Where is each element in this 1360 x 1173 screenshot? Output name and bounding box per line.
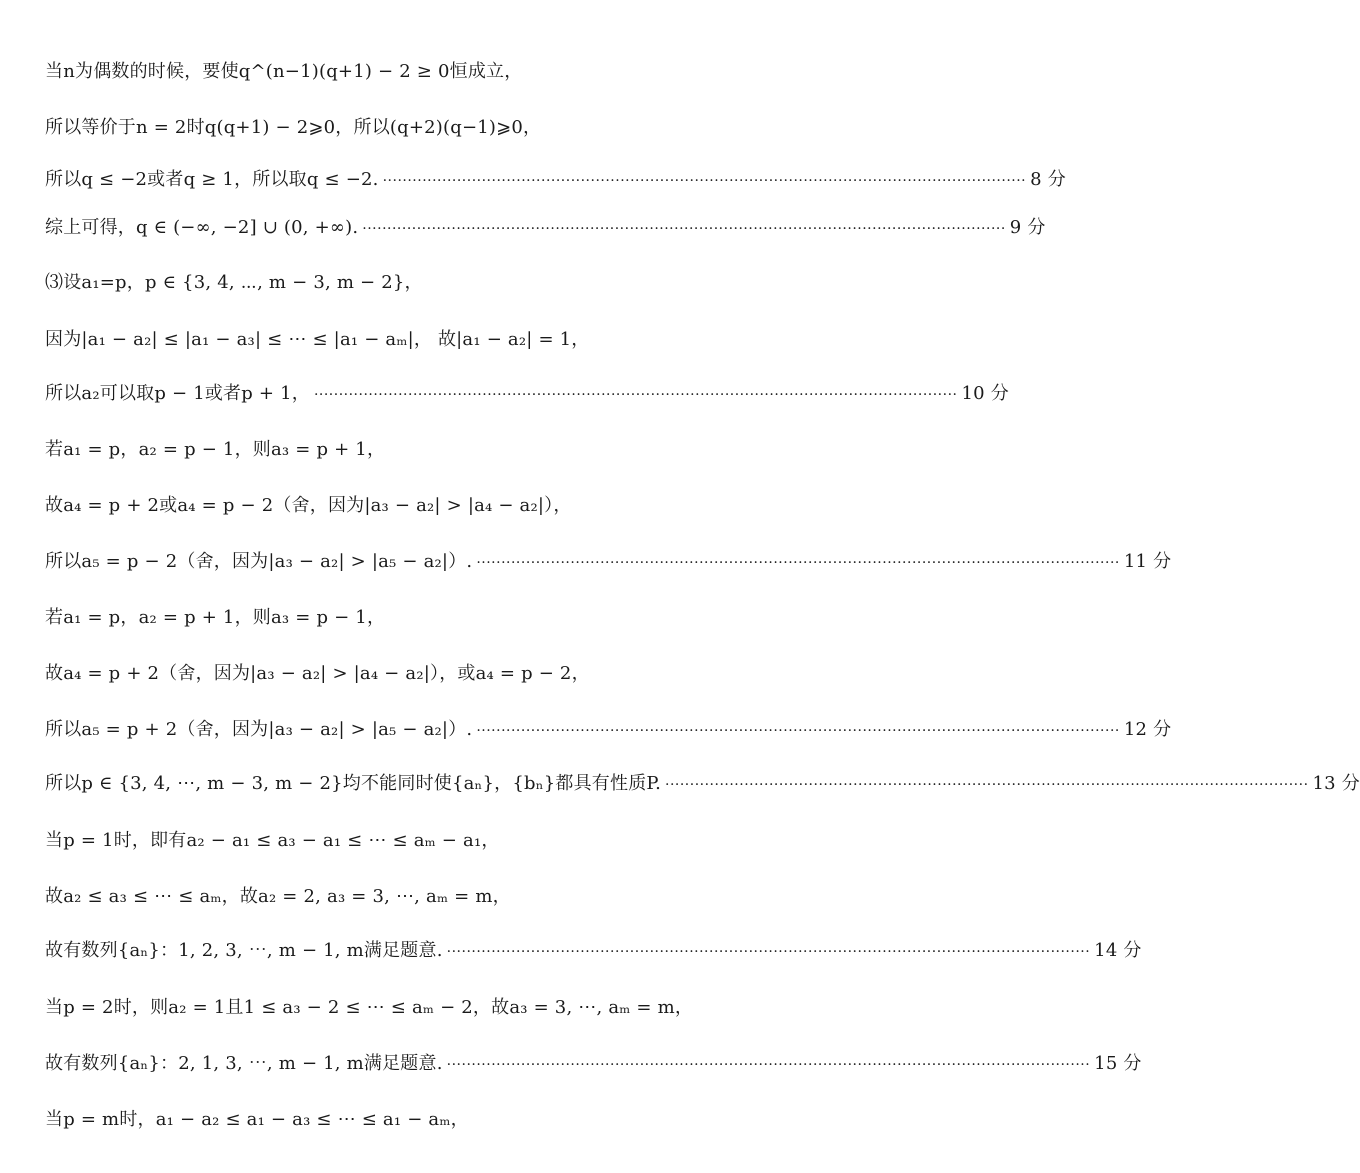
score-mark: 14 分 <box>1094 940 1142 961</box>
solution-line-scored <box>45 710 1172 750</box>
solution-line-scored <box>45 764 1360 804</box>
solution-line <box>45 486 770 526</box>
line-text: 综上可得，q ∈ (−∞, −2] ∪ (0, +∞). <box>45 217 359 238</box>
score-mark: 10 分 <box>961 383 1009 404</box>
solution-line <box>45 263 770 303</box>
dot-leader: ·································································································································· <box>476 555 1120 571</box>
line-text: 所以等价于n = 2时q(q+1) − 2⩾0，所以(q+2)(q−1)⩾0， <box>45 117 542 138</box>
solution-line-scored <box>45 931 1142 971</box>
line-text: 所以a₅ = p − 2（舍，因为|a₃ − a₂| > |a₅ − a₂|）. <box>45 551 473 572</box>
line-text: 当p = m时，a₁ − a₂ ≤ a₁ − a₃ ≤ ⋯ ≤ a₁ − aₘ， <box>45 1109 469 1130</box>
solution-line <box>45 1100 770 1140</box>
dot-leader: ·································································································································· <box>446 1057 1091 1073</box>
solution-line <box>45 821 770 861</box>
solution-line <box>45 430 770 470</box>
solution-line <box>45 52 770 92</box>
score-mark: 15 分 <box>1094 1053 1142 1074</box>
line-text: 故有数列{aₙ}：1, 2, 3, ⋯, m − 1, m满足题意. <box>45 940 443 961</box>
score-mark: 13 分 <box>1312 773 1360 794</box>
score-mark: 11 分 <box>1123 551 1172 572</box>
solution-line <box>45 988 770 1028</box>
solution-line <box>45 320 770 360</box>
line-text: 当p = 1时，即有a₂ − a₁ ≤ a₃ − a₁ ≤ ⋯ ≤ aₘ − a₁， <box>45 830 500 851</box>
dot-leader: ·································································································································· <box>382 173 1027 189</box>
line-text: 故a₄ = p + 2（舍，因为|a₃ − a₂| > |a₄ − a₂|），或a₄ = p − 2， <box>45 663 590 684</box>
line-text: 若a₁ = p，a₂ = p − 1，则a₃ = p + 1， <box>45 439 386 460</box>
score-mark: 9 分 <box>1009 217 1046 238</box>
solution-line-scored <box>45 160 1066 200</box>
line-text: 所以p ∈ {3, 4, ⋯, m − 3, m − 2}均不能同时使{aₙ}，{bₙ}都具有性质P. <box>45 773 661 794</box>
score-mark: 8 分 <box>1030 169 1066 190</box>
solution-line-scored <box>45 208 1046 248</box>
line-text: 故a₂ ≤ a₃ ≤ ⋯ ≤ aₘ，故a₂ = 2, a₃ = 3, ⋯, aₘ = m， <box>45 886 511 907</box>
line-text: 所以a₂可以取p − 1或者p + 1， <box>45 383 310 404</box>
line-text: 因为|a₁ − a₂| ≤ |a₁ − a₃| ≤ ⋯ ≤ |a₁ − aₘ|， 故|a₁ − a₂| = 1， <box>45 329 590 350</box>
dot-leader: ·································································································································· <box>313 387 958 403</box>
score-mark: 12 分 <box>1123 719 1172 740</box>
solution-line-scored <box>45 374 1009 414</box>
dot-leader: ·································································································································· <box>362 221 1006 237</box>
dot-leader: ·································································································································· <box>476 723 1120 739</box>
line-text: 故有数列{aₙ}：2, 1, 3, ⋯, m − 1, m满足题意. <box>45 1053 443 1074</box>
line-text: 若a₁ = p，a₂ = p + 1，则a₃ = p − 1， <box>45 607 386 628</box>
line-text: 故a₄ = p + 2或a₄ = p − 2（舍，因为|a₃ − a₂| > |a₄ − a₂|）， <box>45 495 572 516</box>
solution-line <box>45 108 770 148</box>
line-text: 所以a₅ = p + 2（舍，因为|a₃ − a₂| > |a₅ − a₂|）. <box>45 719 473 740</box>
line-text: ⑶设a₁=p，p ∈ {3, 4, ⋯, m − 3, m − 2}， <box>45 272 423 293</box>
dot-leader: ·································································································································· <box>665 777 1309 793</box>
solution-line <box>45 654 770 694</box>
dot-leader: ·································································································································· <box>446 944 1091 960</box>
solution-line <box>45 877 770 917</box>
solution-line-scored <box>45 542 1172 582</box>
solution-line <box>45 598 770 638</box>
line-text: 当p = 2时，则a₂ = 1且1 ≤ a₃ − 2 ≤ ⋯ ≤ aₘ − 2，故a₃ = 3, ⋯, aₘ = m， <box>45 997 694 1018</box>
line-text: 所以q ≤ −2或者q ≥ 1，所以取q ≤ −2. <box>45 169 379 190</box>
solution-line-scored <box>45 1044 1142 1084</box>
line-text: 当n为偶数的时候，要使q^(n−1)(q+1) − 2 ≥ 0恒成立， <box>45 61 523 82</box>
